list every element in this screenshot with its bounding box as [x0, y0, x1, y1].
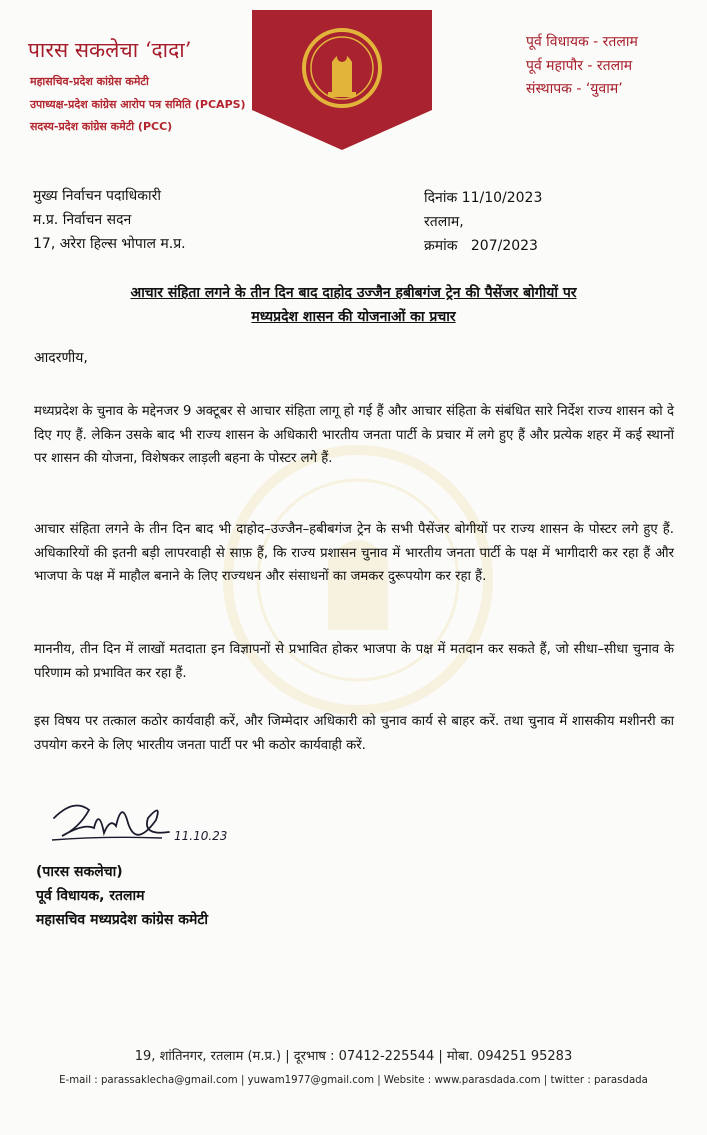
- date-row: [424, 188, 542, 207]
- salutation: आदरणीय,: [34, 350, 88, 366]
- signatory-name: (पारस सकलेचा): [36, 864, 123, 880]
- letterhead-name: पारस सकलेचा ‘दादा’: [28, 38, 192, 62]
- addressee-line-2: म.प्र. निर्वाचन सदन: [33, 212, 132, 228]
- ref-label: क्रमांक: [424, 238, 458, 254]
- handwritten-signature: [44, 788, 244, 858]
- subject-line-1: आचार संहिता लगने के तीन दिन बाद दाहोद उज्जैन हबीबगंज ट्रेन की पैसेंजर बोगीयों पर: [130, 285, 577, 301]
- signatory-title-2: महासचिव मध्यप्रदेश कांग्रेस कमेटी: [36, 912, 209, 928]
- title-founder: संस्थापक - ‘युवाम’: [526, 81, 623, 97]
- body-paragraph-4: इस विषय पर तत्काल कठोर कार्यवाही करें, और जिम्मेदार अधिकारी को चुनाव कार्य से बाहर करें. तथा चुनाव में शासकीय मशीनरी का उपयोग करने के लिए भारतीय जनता पार्टी पर भी कठोर कार्यवाही करें.: [34, 714, 674, 753]
- title-ex-mla: पूर्व विधायक - रतलाम: [526, 34, 638, 50]
- subject-line-2: मध्यप्रदेश शासन की योजनाओं का प्रचार: [251, 309, 456, 325]
- footer-contacts: E-mail : parassaklecha@gmail.com | yuwam1977@gmail.com | Website : www.parasdada.com | twitter : parasdada: [59, 1075, 648, 1086]
- date-label: दिनांक: [424, 190, 458, 206]
- national-emblem-icon: [252, 10, 432, 160]
- ref-value: 207/2023: [470, 238, 538, 254]
- body-paragraph-2: आचार संहिता लगने के तीन दिन बाद भी दाहोद–उज्जैन–हबीबगंज ट्रेन के सभी पैसेंजर बोगीयों पर राज्य शासन के पोस्टर लगे हुए हैं. अधिकारियों की इतनी बड़ी लापरवाही से साफ़ हैं, कि राज्य प्रशासन चुनाव में भारतीय जनता पार्टी के पक्ष में भागीदारी कर रहा हैं और भाजपा के पक्ष में माहौल बनाने के लिए राज्यधन और संसाधनों का जमकर दुरूपयोग कर रहा हैं.: [34, 522, 674, 584]
- letterhead-role-1: महासचिव-प्रदेश कांग्रेस कमेटी: [30, 75, 149, 88]
- addressee-line-1: मुख्य निर्वाचन पदाधिकारी: [33, 188, 162, 204]
- date-value: 11/10/2023: [461, 190, 543, 206]
- footer-address: 19, शांतिनगर, रतलाम (म.प्र.) | दूरभाष : 07412-225544 | मोबा. 094251 95283: [134, 1049, 573, 1064]
- emblem: [252, 10, 432, 160]
- body-paragraph-3: माननीय, तीन दिन में लाखों मतदाता इन विज्ञापनों से प्रभावित होकर भाजपा के पक्ष में मतदान कर सकते हैं, जो सीधा–सीधा चुनाव के परिणाम को प्रभावित कर रहा हैं.: [34, 642, 674, 681]
- place: रतलाम,: [424, 214, 464, 230]
- signatory-title-1: पूर्व विधायक, रतलाम: [36, 888, 145, 904]
- title-ex-mayor: पूर्व महापौर - रतलाम: [526, 58, 633, 74]
- letterhead-role-2: उपाध्यक्ष-प्रदेश कांग्रेस आरोप पत्र समिति (PCAPS): [30, 98, 246, 111]
- ref-row: [424, 236, 538, 255]
- letterhead-role-3: सदस्य-प्रदेश कांग्रेस कमेटी (PCC): [30, 120, 173, 133]
- addressee-line-3: 17, अरेरा हिल्स भोपाल म.प्र.: [33, 236, 186, 252]
- signature-date: 11.10.23: [174, 829, 228, 843]
- body-paragraph-1: मध्यप्रदेश के चुनाव के मद्देनजर 9 अक्टूबर से आचार संहिता लागू हो गई हैं और आचार संहिता के संबंधित सारे निर्देश राज्य शासन को दे दिए गए हैं. लेकिन उसके बाद भी राज्य शासन के अधिकारी भारतीय जनता पार्टी के प्रचार में लगे हुए हैं और प्रत्येक शहर में कई स्थानों पर शासन की योजना, विशेषकर लाड़ली बहना के पोस्टर लगे हैं.: [34, 404, 674, 466]
